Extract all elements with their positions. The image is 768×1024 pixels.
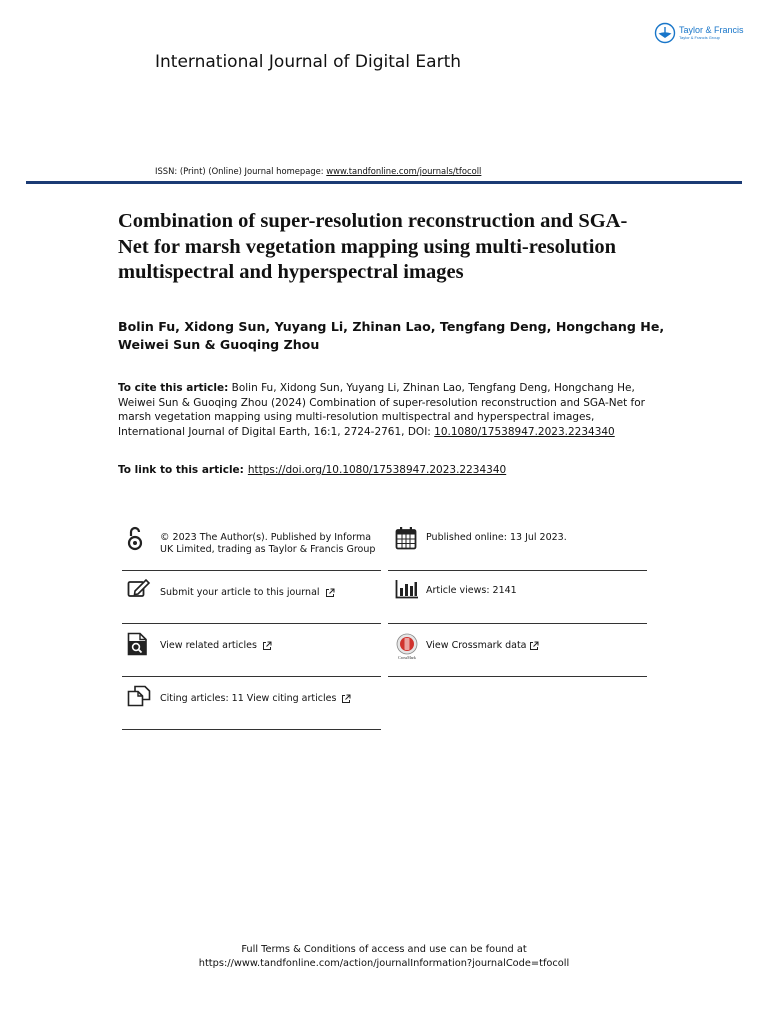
article-doi-url[interactable]: https://doi.org/10.1080/17538947.2023.2234340 xyxy=(247,464,507,476)
grid-divider xyxy=(388,623,647,624)
submit-article-link[interactable] xyxy=(160,587,335,599)
citation-block xyxy=(118,381,648,439)
journal-homepage-link[interactable]: www.tandfonline.com/journals/tfocoll xyxy=(326,166,482,176)
grid-divider xyxy=(388,676,647,677)
issn-prefix: ISSN: (Print) (Online) Journal homepage: xyxy=(155,166,327,176)
issn-line xyxy=(155,166,481,176)
grid-divider xyxy=(388,570,647,571)
external-link-icon xyxy=(529,641,539,651)
open-access-icon xyxy=(126,526,144,552)
crossmark-icon xyxy=(396,633,418,655)
footer-terms xyxy=(0,943,768,971)
publisher-name: Taylor & Francis xyxy=(679,25,744,35)
publisher-logo[interactable] xyxy=(654,22,744,44)
taylor-francis-icon xyxy=(654,22,676,44)
view-related-label: View related articles xyxy=(160,640,257,651)
citation-text: Bolin Fu, Xidong Sun, Yuyang Li, Zhinan Lao, Tengfang Deng, Hongchang He, Weiwei Sun & Guoqing Zhou (2024) Combination of super-resolution reconstruction and SGA-Net for marsh vegetation mapping using multi-resolution multispectral and hyperspectral images, International Journal of Digital Earth, 16:1, 2724-2761, DOI: xyxy=(118,382,645,438)
publisher-subline: Taylor & Francis Group xyxy=(679,35,720,40)
view-related-link[interactable] xyxy=(160,640,272,652)
article-views: Article views: 2141 xyxy=(426,585,517,596)
published-date: Published online: 13 Jul 2023. xyxy=(426,532,567,543)
grid-divider xyxy=(122,676,381,677)
bar-chart-icon xyxy=(395,579,419,599)
open-access-text: © 2023 The Author(s). Published by Informa UK Limited, trading as Taylor & Francis Group xyxy=(160,532,376,555)
external-link-icon xyxy=(325,588,335,598)
calendar-icon xyxy=(395,526,417,550)
article-authors: Bolin Fu, Xidong Sun, Yuyang Li, Zhinan Lao, Tengfang Deng, Hongchang He, Weiwei Sun & Guoqing Zhou xyxy=(118,319,665,352)
citation-label: To cite this article: xyxy=(118,382,229,394)
citing-articles-link[interactable] xyxy=(160,693,351,705)
article-link-label: To link to this article: xyxy=(118,464,244,476)
view-crossmark-link[interactable] xyxy=(426,640,539,652)
crossmark-badge[interactable] xyxy=(394,633,420,660)
view-crossmark-label: View Crossmark data xyxy=(426,640,527,651)
submit-article-label: Submit your article to this journal xyxy=(160,587,320,598)
article-title: Combination of super-resolution reconstruction and SGA-Net for marsh vegetation mapping using multi-resolution multispectral and hyperspectral images xyxy=(118,210,628,283)
external-link-icon xyxy=(262,641,272,651)
footer-terms-url[interactable]: https://www.tandfonline.com/action/journalInformation?journalCode=tfocoll xyxy=(198,958,570,969)
footer-line-1: Full Terms & Conditions of access and use can be found at xyxy=(241,944,527,955)
edit-icon xyxy=(127,578,151,598)
citing-articles-icon xyxy=(127,685,151,707)
related-articles-icon xyxy=(127,632,149,656)
crossmark-icon-label: CrossMark xyxy=(398,655,416,660)
article-link-line xyxy=(118,464,506,476)
citing-articles-label: Citing articles: 11 View citing articles xyxy=(160,693,337,704)
citation-doi-link[interactable]: 10.1080/17538947.2023.2234340 xyxy=(434,425,615,438)
external-link-icon xyxy=(341,694,351,704)
header-divider xyxy=(26,181,742,184)
grid-divider xyxy=(122,729,381,730)
journal-title: International Journal of Digital Earth xyxy=(155,52,462,72)
grid-divider xyxy=(122,570,381,571)
grid-divider xyxy=(122,623,381,624)
